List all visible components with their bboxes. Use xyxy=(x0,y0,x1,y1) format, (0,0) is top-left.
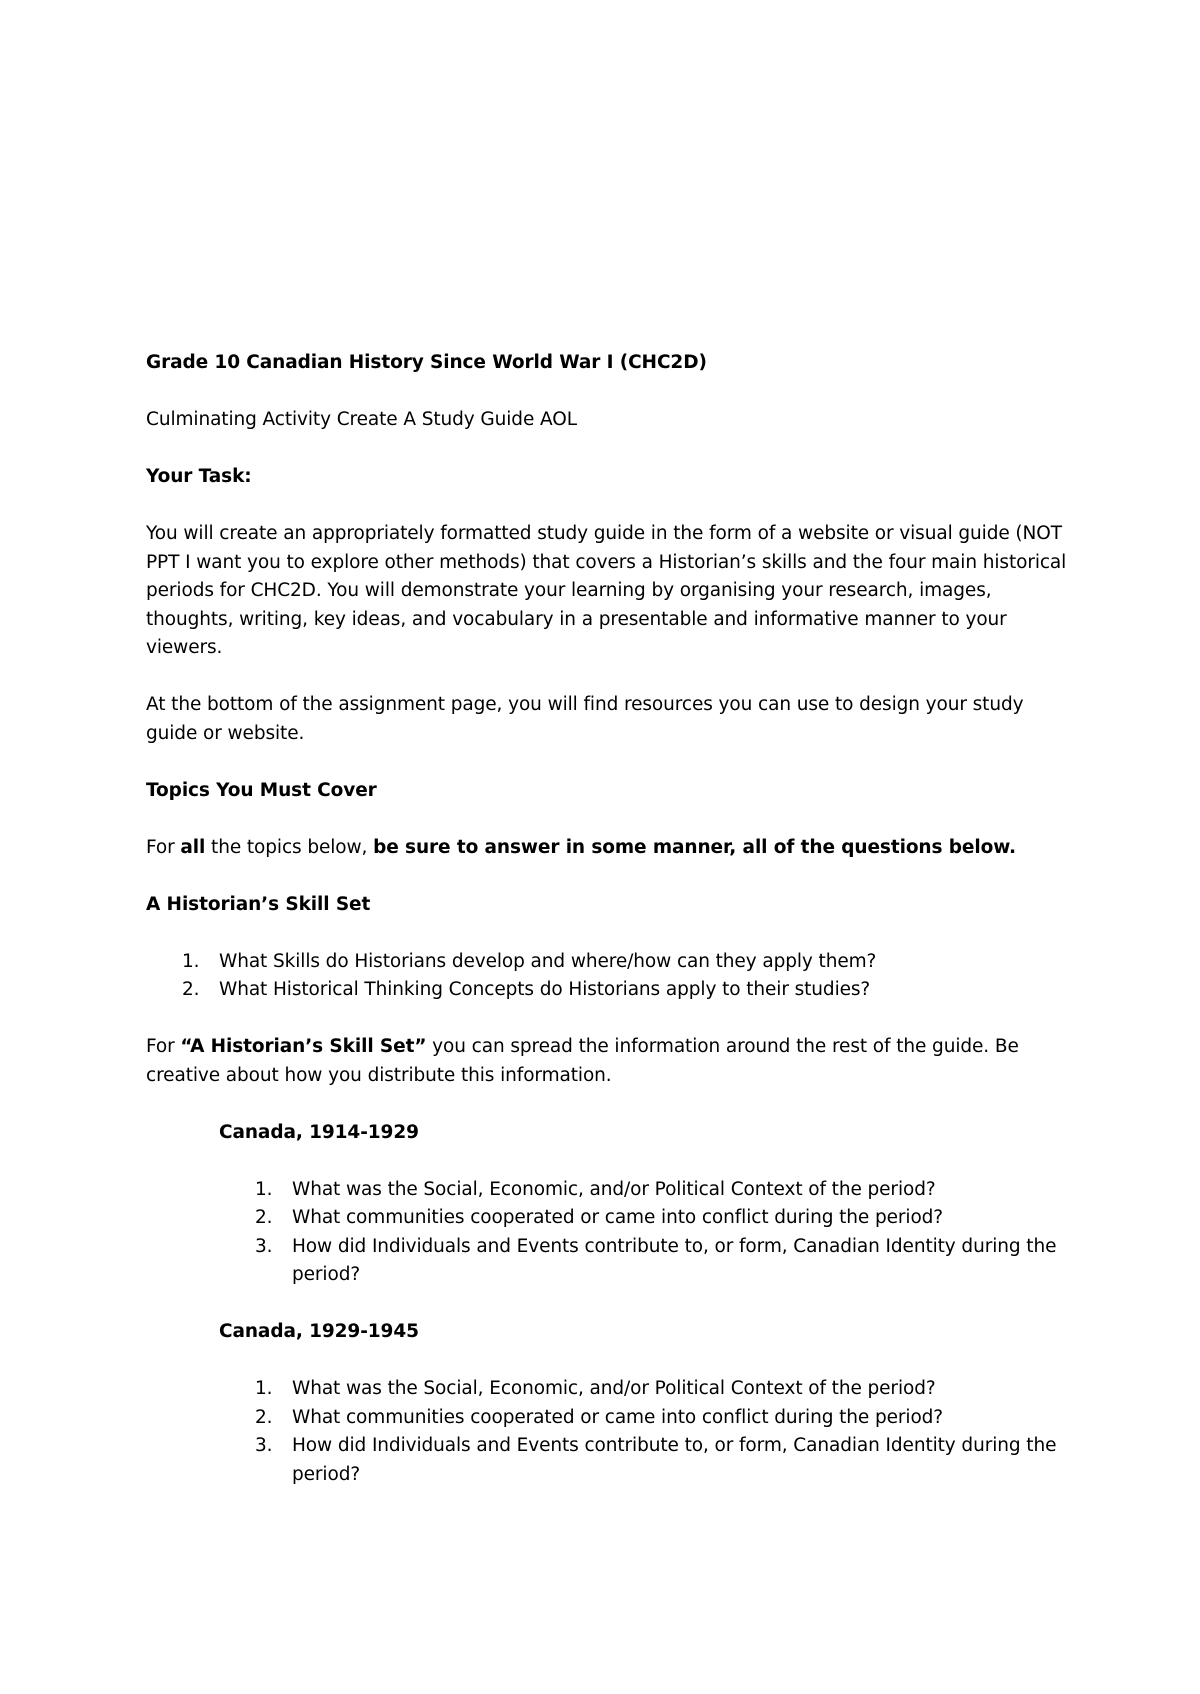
instruction-emphasis: be sure to answer in some manner, all of the questions below. xyxy=(373,836,1016,858)
skills-note-paragraph xyxy=(146,1033,1076,1090)
instruction-text: the topics below, xyxy=(205,836,374,858)
list-item-text: How did Individuals and Events contribute to, or form, Canadian Identity during the period? xyxy=(292,1435,1057,1485)
period-questions-list xyxy=(219,1375,1076,1489)
list-number: 1. xyxy=(182,950,200,972)
task-heading: Your Task: xyxy=(146,466,252,487)
list-number: 1. xyxy=(255,1178,273,1200)
resources-paragraph: At the bottom of the assignment page, you will find resources you can use to design your study guide or website. xyxy=(146,694,1024,744)
list-number: 1. xyxy=(255,1378,273,1399)
list-item xyxy=(146,948,1076,977)
period-section-1914-1929 xyxy=(219,1119,1076,1290)
list-item xyxy=(146,976,1076,1005)
skills-heading: A Historian’s Skill Set xyxy=(146,893,371,915)
list-item-text: What communities cooperated or came into conflict during the period? xyxy=(292,1406,944,1428)
list-item-text: What Historical Thinking Concepts do Historians apply to their studies? xyxy=(219,979,871,1000)
skills-list xyxy=(146,948,1076,1005)
topics-heading: Topics You Must Cover xyxy=(146,779,377,801)
list-item xyxy=(219,1404,1076,1433)
list-item xyxy=(219,1176,1076,1205)
document-subtitle: Culminating Activity Create A Study Guide AOL xyxy=(146,409,577,430)
period-questions-list xyxy=(219,1176,1076,1290)
skills-note-emphasis: “A Historian’s Skill Set” xyxy=(180,1036,427,1057)
instruction-text: For xyxy=(146,836,181,858)
list-item-text: What Skills do Historians develop and where/how can they apply them? xyxy=(219,950,877,972)
list-item-text: What was the Social, Economic, and/or Political Context of the period? xyxy=(292,1178,936,1200)
period-heading: Canada, 1929-1945 xyxy=(219,1321,419,1342)
list-number: 3. xyxy=(255,1435,273,1456)
skills-note-text: you can spread the information around the rest of the guide. Be creative about how you distribute this information. xyxy=(146,1036,1019,1086)
period-section-1929-1945 xyxy=(219,1318,1076,1489)
task-paragraph: You will create an appropriately formatted study guide in the form of a website or visual guide (NOT PPT I want you to explore other methods) that covers a Historian’s skills and the four main historical periods for CHC2D. You will demonstrate your learning by organising your research, images, thoughts, writing, key ideas, and vocabulary in a presentable and informative manner to your viewers. xyxy=(146,523,1067,658)
period-heading: Canada, 1914-1929 xyxy=(219,1121,419,1143)
list-item-text: How did Individuals and Events contribute to, or form, Canadian Identity during the period? xyxy=(292,1235,1057,1285)
document-title: Grade 10 Canadian History Since World War I (CHC2D) xyxy=(146,352,707,373)
document-content xyxy=(146,349,1076,1489)
list-number: 2. xyxy=(255,1207,273,1228)
list-number: 2. xyxy=(182,979,200,1000)
instruction-paragraph xyxy=(146,834,1076,863)
list-item xyxy=(219,1432,1076,1489)
list-item xyxy=(219,1204,1076,1233)
list-item-text: What was the Social, Economic, and/or Political Context of the period? xyxy=(292,1378,936,1399)
list-item-text: What communities cooperated or came into conflict during the period? xyxy=(292,1207,944,1228)
list-number: 3. xyxy=(255,1235,273,1257)
list-number: 2. xyxy=(255,1406,273,1428)
list-item xyxy=(219,1233,1076,1290)
instruction-emphasis: all xyxy=(180,836,206,858)
skills-note-text: For xyxy=(146,1036,181,1057)
list-item xyxy=(219,1375,1076,1404)
